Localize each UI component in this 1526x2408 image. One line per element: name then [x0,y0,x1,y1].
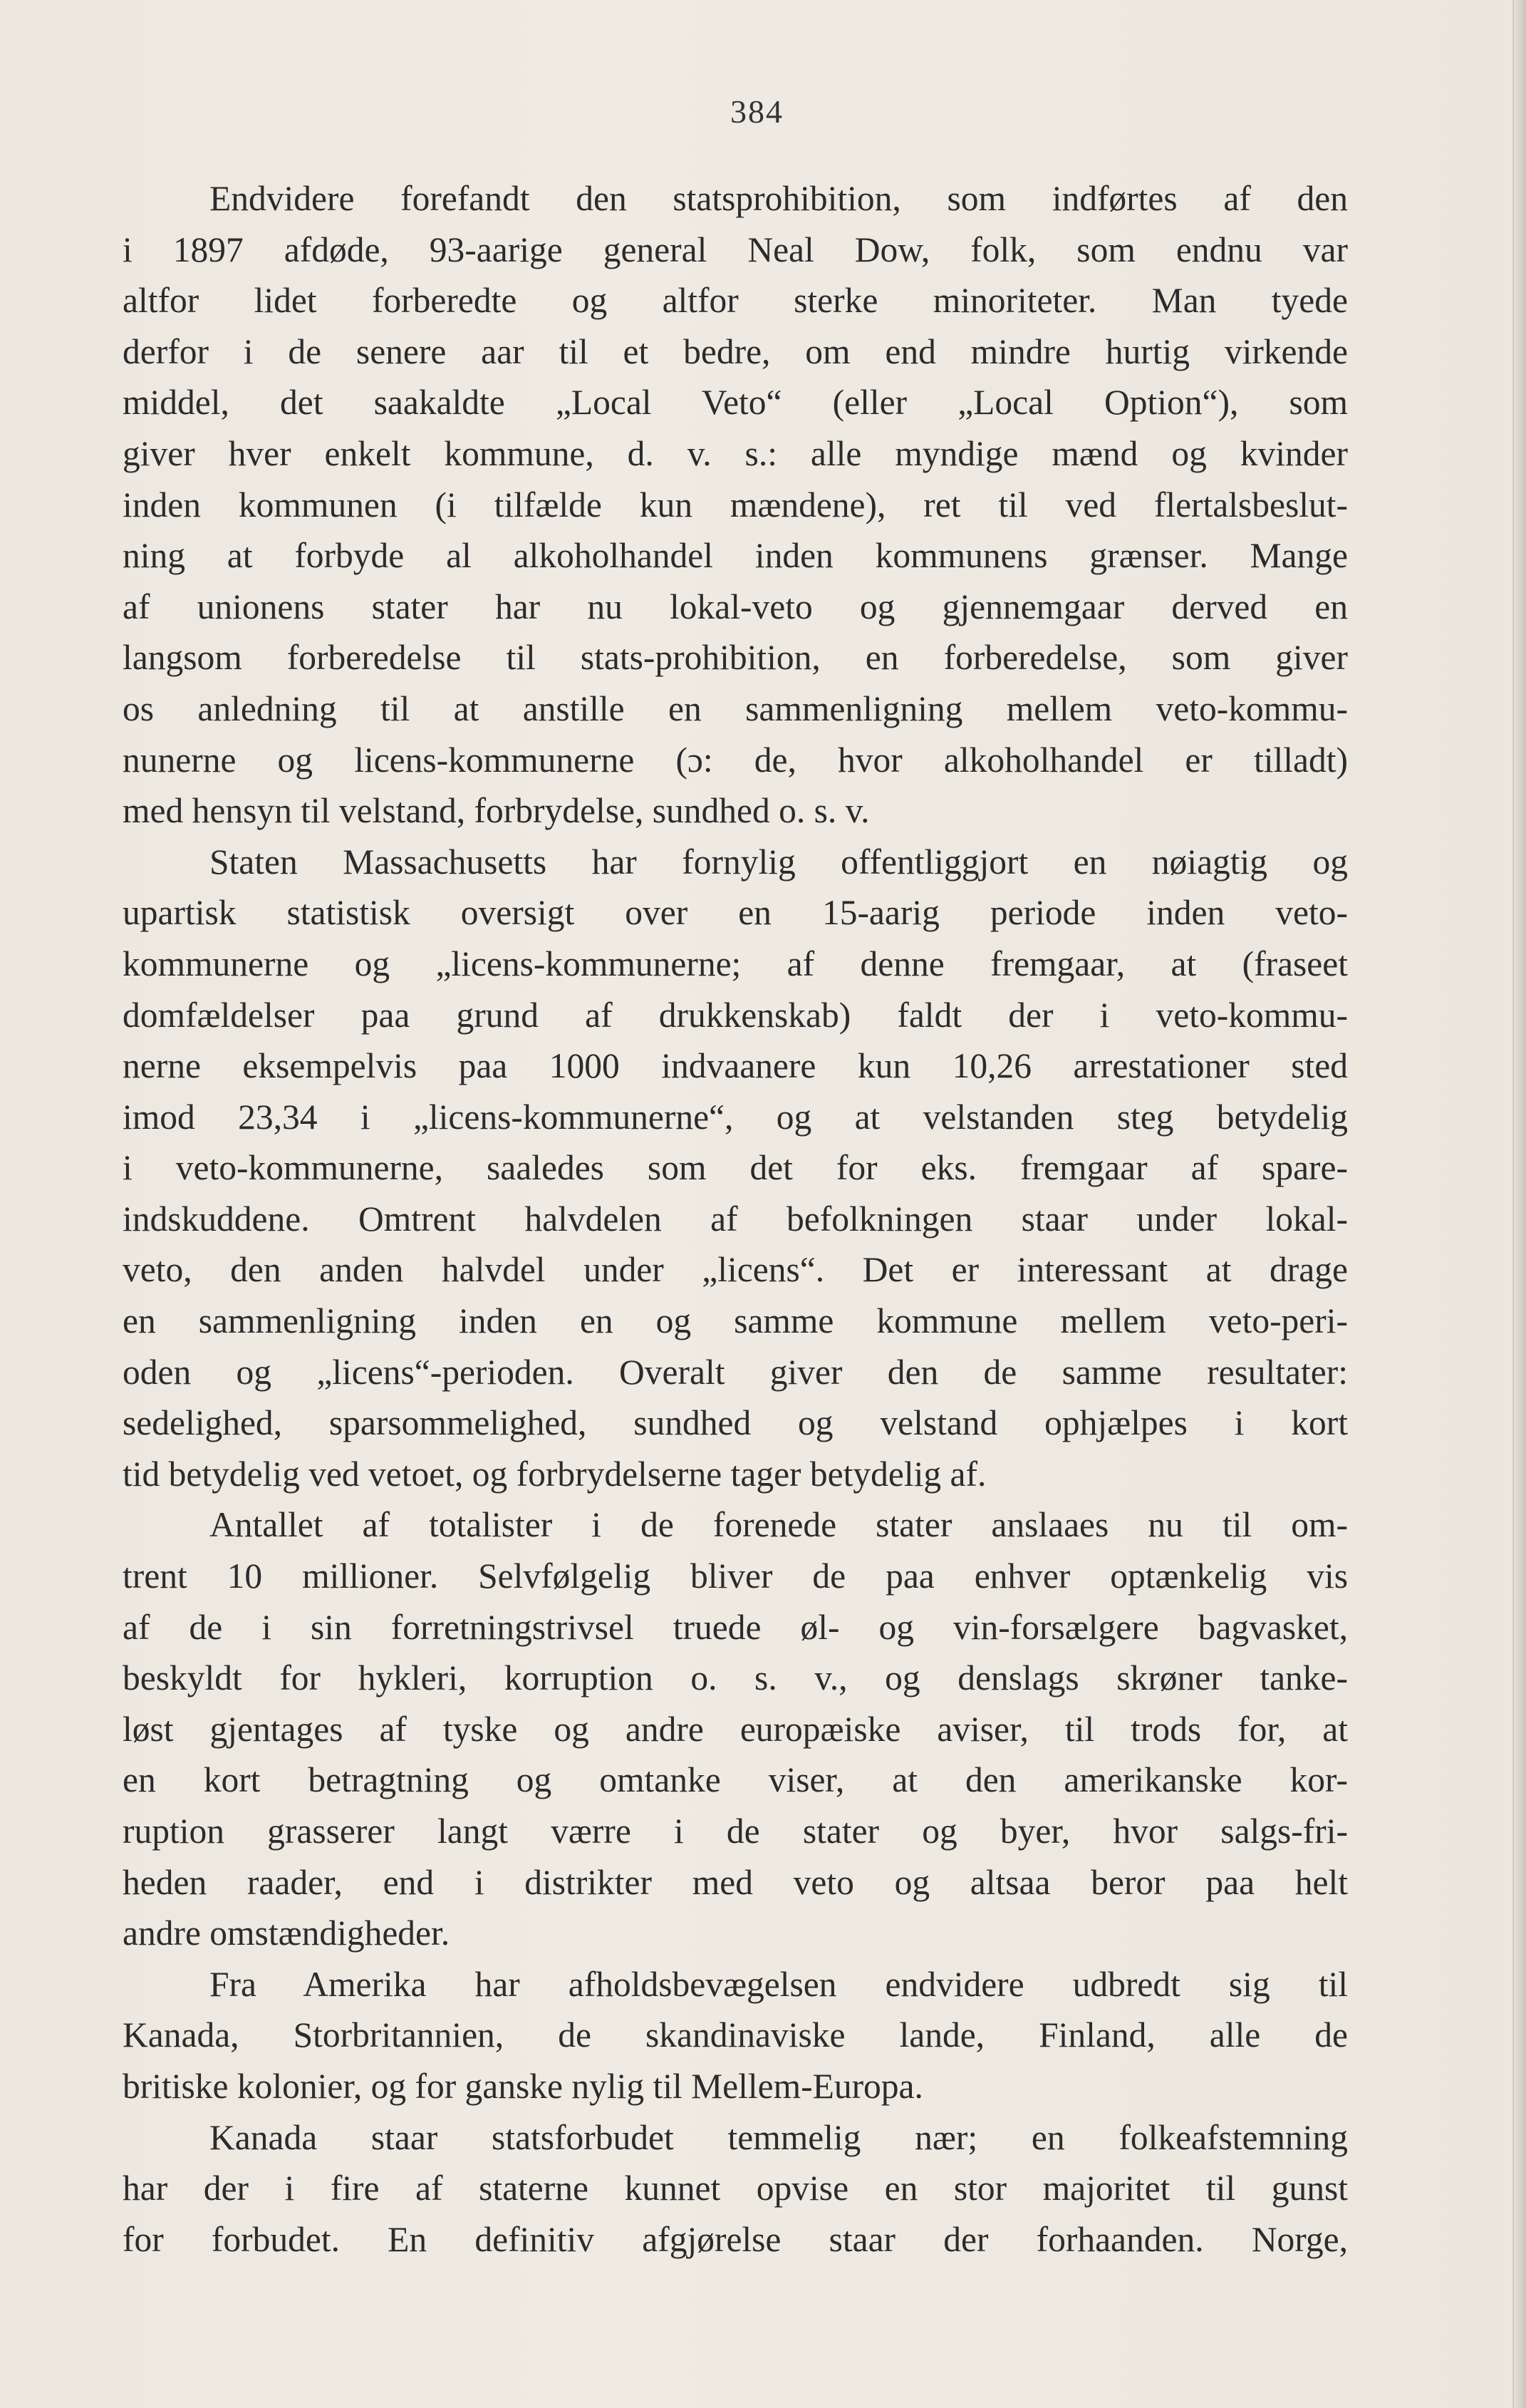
text-line: ning at forbyde al alkoholhandel inden kommunens grænser. Mange [123,536,1348,576]
text-line: indskuddene. Omtrent halvdelen af befolkningen staar under lokal- [123,1199,1348,1239]
page-number: 384 [730,93,784,130]
text-line: Antallet af totalister i de forenede stater anslaaes nu til om- [209,1505,1348,1545]
text-line: for forbudet. En definitiv afgjørelse staar der forhaanden. Norge, [123,2219,1348,2259]
text-line: af unionens stater har nu lokal-veto og gjennemgaar derved en [123,587,1348,626]
text-line: løst gjentages af tyske og andre europæiske aviser, til trods for, at [123,1709,1348,1749]
text-line: Kanada staar statsforbudet temmelig nær; en folkeafstemning [209,2117,1348,2157]
text-line: middel, det saakaldte „Local Veto“ (eller „Local Option“), som [123,383,1348,423]
text-line: trent 10 millioner. Selvfølgelig bliver de paa enhver optænkelig vis [123,1556,1348,1596]
text-line: har der i fire af staterne kunnet opvise en stor majoritet til gunst [123,2169,1348,2208]
text-line: langsom forberedelse til stats-prohibition, en forberedelse, som giver [123,638,1348,678]
text-line: i veto-kommunerne, saaledes som det for eks. fremgaar af spare- [123,1148,1348,1188]
page-edge [1512,0,1526,2408]
text-line: veto, den anden halvdel under „licens“. Det er interessant at drage [123,1250,1348,1290]
text-line: Endvidere forefandt den statsprohibition, som indførtes af den [209,179,1348,218]
text-line: andre omstændigheder. [123,1913,450,1953]
text-line: os anledning til at anstille en sammenligning mellem veto-kommu- [123,688,1348,728]
text-line: ruption grasserer langt værre i de stater og byer, hvor salgs-fri- [123,1812,1348,1851]
text-line: derfor i de senere aar til et bedre, om end mindre hurtig virkende [123,331,1348,371]
text-line: nunerne og licens-kommunerne (ɔ: de, hvor alkoholhandel er tilladt) [123,740,1348,780]
text-line: af de i sin forretningstrivsel truede øl- og vin-forsælgere bagvasket, [123,1607,1348,1647]
text-line: Kanada, Storbritannien, de skandinaviske lande, Finland, alle de [123,2015,1348,2055]
text-line: kommunerne og „licens-kommunerne; af denne fremgaar, at (fraseet [123,944,1348,983]
text-line: imod 23,34 i „licens-kommunerne“, og at velstanden steg betydelig [123,1097,1348,1137]
text-line: sedelighed, sparsommelighed, sundhed og velstand ophjælpes i kort [123,1403,1348,1443]
text-line: britiske kolonier, og for ganske nylig til Mellem-Europa. [123,2066,923,2106]
body-text [123,173,1348,2265]
text-line: beskyldt for hykleri, korruption o. s. v., og denslags skrøner tanke- [123,1658,1348,1698]
text-line: Staten Massachusetts har fornylig offentliggjort en nøiagtig og [209,842,1348,882]
text-line: med hensyn til velstand, forbrydelse, sundhed o. s. v. [123,791,870,831]
text-line: altfor lidet forberedte og altfor sterke minoriteter. Man tyede [123,281,1348,321]
text-line: en sammenligning inden en og samme kommune mellem veto-peri- [123,1301,1348,1341]
text-line: Fra Amerika har afholdsbevægelsen endvidere udbredt sig til [209,1964,1348,2004]
text-line: upartisk statistisk oversigt over en 15-aarig periode inden veto- [123,893,1348,933]
text-line: oden og „licens“-perioden. Overalt giver den de samme resultater: [123,1352,1348,1392]
text-line: heden raader, end i distrikter med veto og altsaa beror paa helt [123,1862,1348,1902]
text-line: giver hver enkelt kommune, d. v. s.: alle myndige mænd og kvinder [123,433,1348,473]
text-line: domfældelser paa grund af drukkenskab) faldt der i veto-kommu- [123,995,1348,1035]
text-line: tid betydelig ved vetoet, og forbrydelserne tager betydelig af. [123,1454,987,1494]
text-line: en kort betragtning og omtanke viser, at den amerikanske kor- [123,1760,1348,1800]
text-line: inden kommunen (i tilfælde kun mændene), ret til ved flertalsbeslut- [123,485,1348,525]
text-line: i 1897 afdøde, 93-aarige general Neal Dow, folk, som endnu var [123,229,1348,269]
text-line: nerne eksempelvis paa 1000 indvaanere kun 10,26 arrestationer sted [123,1046,1348,1086]
